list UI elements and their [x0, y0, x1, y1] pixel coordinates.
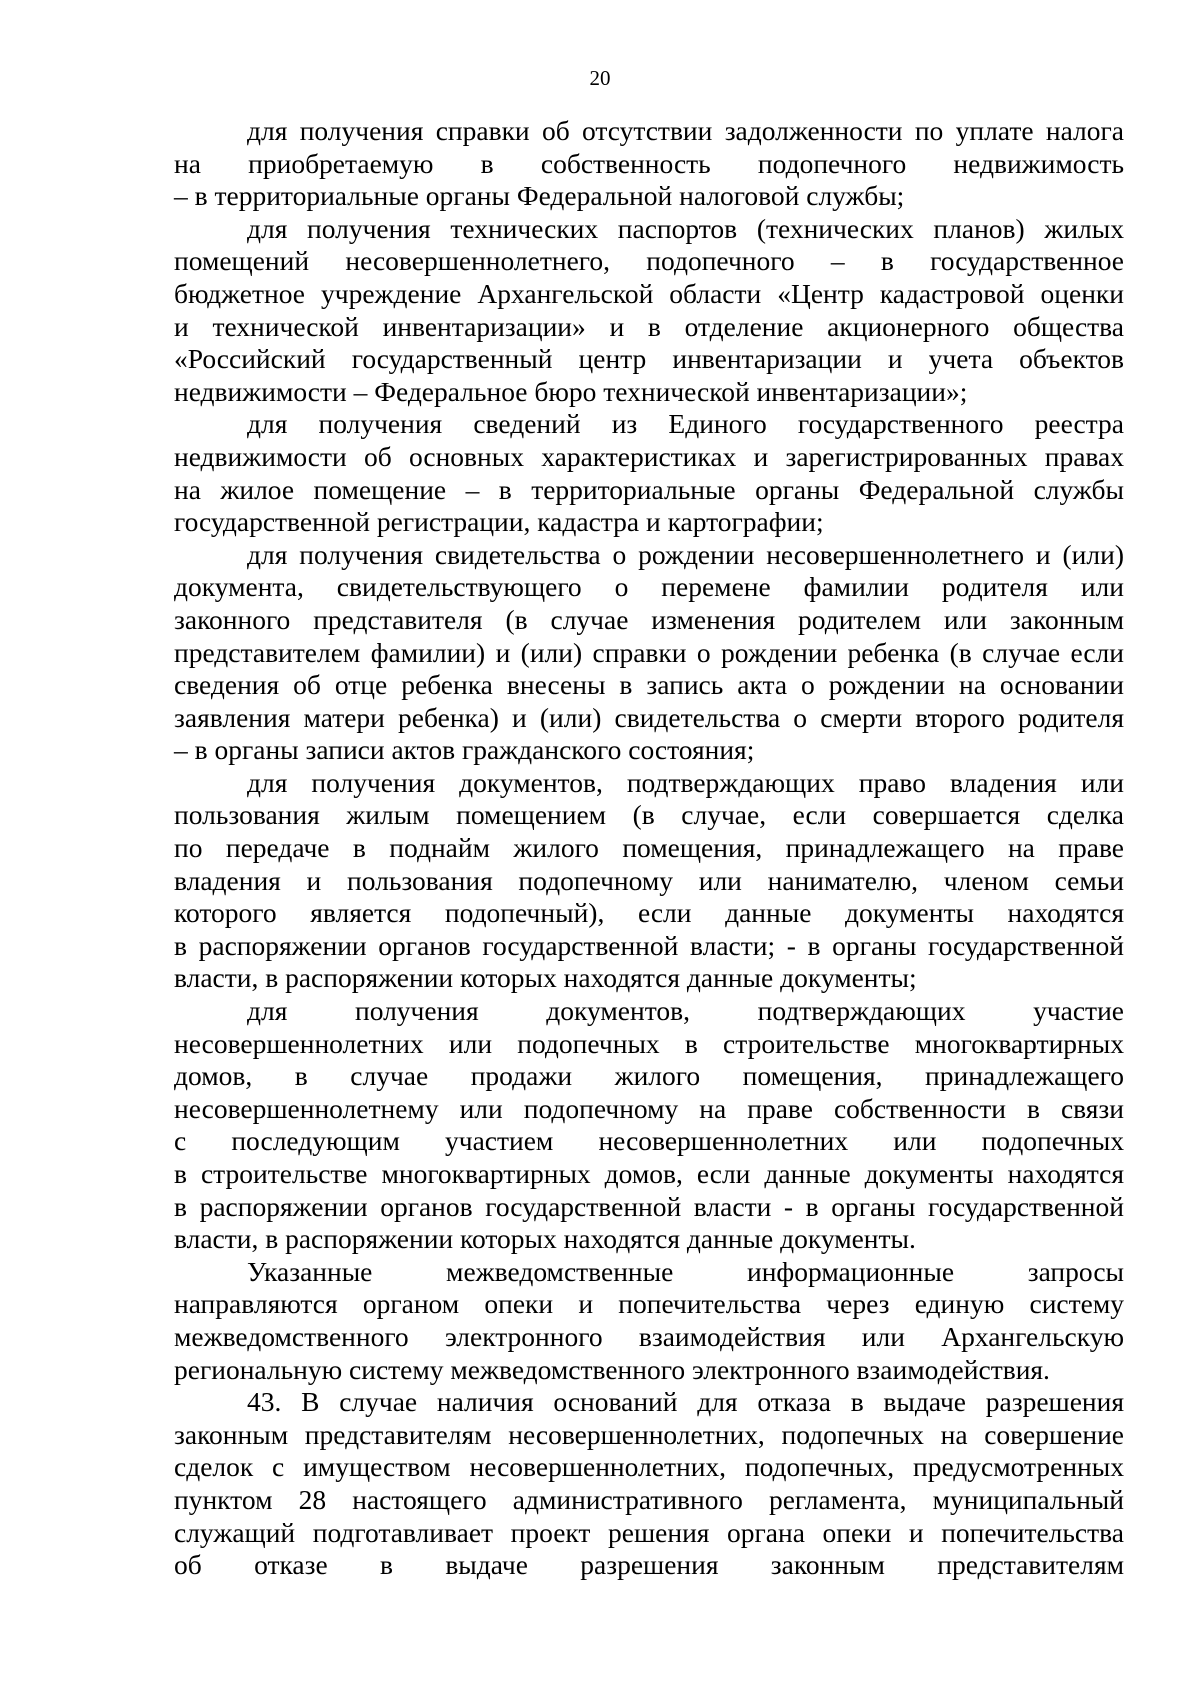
text-line: владения и пользования подопечному или нанимателю, членом семьи: [174, 864, 1124, 896]
text-line: пользования жилым помещением (в случае, если совершается сделка: [174, 799, 1124, 831]
text-line: домов, в случае продажи жилого помещения, принадлежащего: [174, 1060, 1124, 1092]
text-line: которого является подопечный), если данные документы находятся: [174, 897, 1124, 929]
text-line: государственной регистрации, кадастра и картографии;: [174, 506, 824, 538]
text-line: об отказе в выдаче разрешения законным представителям: [174, 1549, 1124, 1581]
text-line: для получения свидетельства о рождении несовершеннолетнего и (или): [247, 538, 1124, 570]
text-line: на приобретаемую в собственность подопечного недвижимость: [174, 147, 1124, 179]
text-line: «Российский государственный центр инвентаризации и учета объектов: [174, 343, 1124, 375]
text-line: недвижимости – Федеральное бюро технической инвентаризации»;: [174, 375, 968, 407]
text-line: сделок с имуществом несовершеннолетних, подопечных, предусмотренных: [174, 1451, 1124, 1483]
text-line: межведомственного электронного взаимодействия или Архангельскую: [174, 1320, 1124, 1352]
text-line: служащий подготавливает проект решения органа опеки и попечительства: [174, 1516, 1124, 1548]
text-line: помещений несовершеннолетнего, подопечного – в государственное: [174, 245, 1124, 277]
text-line: власти, в распоряжении которых находятся данные документы;: [174, 962, 917, 994]
text-line: для получения технических паспортов (технических планов) жилых: [247, 212, 1124, 244]
text-line: в распоряжении органов государственной власти - в органы государственной: [174, 1190, 1124, 1222]
text-line: бюджетное учреждение Архангельской области «Центр кадастровой оценки: [174, 277, 1124, 309]
paragraph-tax-certificate: [174, 115, 1124, 213]
text-line: в строительстве многоквартирных домов, если данные документы находятся: [174, 1158, 1124, 1189]
text-line: для получения документов, подтверждающих право владения или: [247, 766, 1124, 798]
text-line: для получения документов, подтверждающих участие: [247, 995, 1124, 1027]
paragraph-item-43: [174, 1386, 1124, 1582]
paragraph-technical-passports: [174, 213, 1124, 409]
text-line: на жилое помещение – в территориальные органы Федеральной службы: [174, 473, 1124, 505]
paragraph-construction-participation: [174, 995, 1124, 1256]
document-body: [174, 115, 1124, 1582]
text-line: несовершеннолетнему или подопечному на праве собственности в связи: [174, 1092, 1124, 1124]
text-line: в распоряжении органов государственной власти; - в органы государственной: [174, 929, 1124, 961]
text-line: – в органы записи актов гражданского состояния;: [174, 734, 755, 766]
text-line: несовершеннолетних или подопечных в строительстве многоквартирных: [174, 1027, 1124, 1059]
text-line: направляются органом опеки и попечительства через единую систему: [174, 1288, 1124, 1320]
paragraph-housing-rights: [174, 767, 1124, 995]
text-line: 43. В случае наличия оснований для отказа в выдаче разрешения: [247, 1386, 1124, 1418]
page-number: 20: [589, 66, 611, 90]
paragraph-registry-info: [174, 408, 1124, 538]
text-line: пунктом 28 настоящего административного регламента, муниципальный: [174, 1483, 1124, 1515]
text-line: – в территориальные органы Федеральной налоговой службы;: [174, 180, 905, 212]
text-line: сведения об отце ребенка внесены в запись акта о рождении на основании: [174, 669, 1124, 701]
text-line: Указанные межведомственные информационные запросы: [247, 1255, 1124, 1287]
text-line: законного представителя (в случае изменения родителем или законным: [174, 603, 1124, 635]
paragraph-birth-certificate: [174, 539, 1124, 767]
text-line: недвижимости об основных характеристиках и зарегистрированных правах: [174, 440, 1124, 472]
text-line: документа, свидетельствующего о перемене фамилии родителя или: [174, 571, 1124, 603]
text-line: для получения справки об отсутствии задолженности по уплате налога: [247, 115, 1124, 146]
text-line: власти, в распоряжении которых находятся данные документы.: [174, 1223, 916, 1255]
text-line: заявления матери ребенка) и (или) свидетельства о смерти второго родителя: [174, 701, 1124, 733]
text-line: по передаче в поднайм жилого помещения, принадлежащего на праве: [174, 832, 1124, 864]
text-line: представителем фамилии) и (или) справки о рождении ребенка (в случае если: [174, 636, 1124, 668]
text-line: законным представителям несовершеннолетних, подопечных на совершение: [174, 1418, 1124, 1450]
paragraph-interagency-requests: [174, 1256, 1124, 1386]
text-line: региональную систему межведомственного электронного взаимодействия.: [174, 1353, 1050, 1385]
text-line: для получения сведений из Единого государственного реестра: [247, 408, 1124, 440]
text-line: с последующим участием несовершеннолетних или подопечных: [174, 1125, 1124, 1157]
text-line: и технической инвентаризации» и в отделение акционерного общества: [174, 310, 1124, 342]
